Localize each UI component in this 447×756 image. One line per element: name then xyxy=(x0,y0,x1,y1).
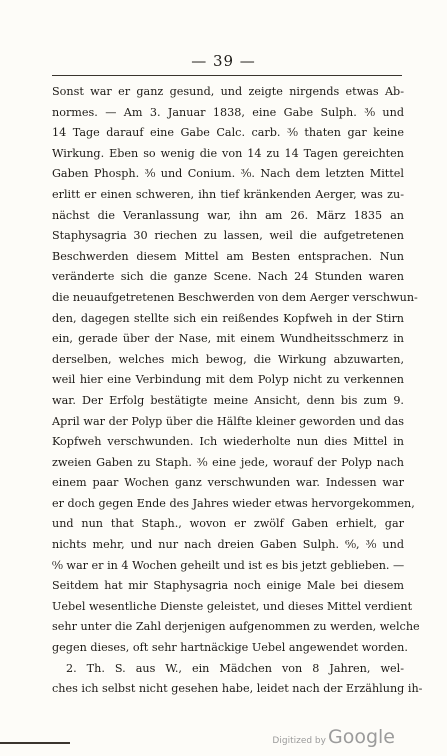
text-line: weil hier eine Verbindung mit dem Polyp nicht zu verkennen xyxy=(52,373,404,387)
text-line: Seitdem hat mir Staphysagria noch einige Male bei diesem xyxy=(52,579,404,593)
header-rule xyxy=(52,75,402,76)
text-line: und nun that Staph., wovon er zwölf Gaben erhielt, gar xyxy=(52,517,404,531)
text-line: derselben, welches mich bewog, die Wirkung abzuwarten, xyxy=(52,352,404,366)
text-line: war. Der Erfolg bestätigte meine Ansicht, denn bis zum 9. xyxy=(52,393,404,407)
text-line: er doch gegen Ende des Jahres wieder etwas hervorgekommen, xyxy=(52,496,415,510)
page-number-header: — 39 — xyxy=(191,52,256,70)
text-line: die neuaufgetretenen Beschwerden von dem Aerger verschwun- xyxy=(52,290,418,304)
text-line: erlitt er einen schweren, ihn tief kränkenden Aerger, was zu- xyxy=(52,187,404,201)
text-line: den, dagegen stellte sich ein reißendes Kopfweh in der Stirn xyxy=(52,311,404,325)
text-line: sehr unter die Zahl derjenigen aufgenommen zu werden, welche xyxy=(52,620,420,634)
text-line: zweien Gaben zu Staph. ³⁄₀ eine jede, worauf der Polyp nach xyxy=(52,455,404,469)
footer-scan-mark xyxy=(0,742,70,744)
text-line: ⁰⁄₀ war er in 4 Wochen geheilt und ist es bis jetzt geblieben. — xyxy=(52,558,405,572)
text-line: Sonst war er ganz gesund, und zeigte nirgends etwas Ab- xyxy=(52,85,404,98)
digitized-watermark xyxy=(272,726,395,748)
page-body-text xyxy=(52,82,423,700)
text-line: veränderte sich die ganze Scene. Nach 24 Stunden waren xyxy=(52,270,404,284)
text-line: Wirkung. Eben so wenig die von 14 zu 14 Tagen gereichten xyxy=(52,146,404,160)
text-line: normes. — Am 3. Januar 1838, eine Gabe Sulph. ³⁄₀ und xyxy=(52,105,404,119)
text-line: Staphysagria 30 riechen zu lassen, weil die aufgetretenen xyxy=(52,229,404,243)
text-line: ein, gerade über der Nase, mit einem Wundheitsschmerz in xyxy=(52,332,404,346)
text-line: 14 Tage darauf eine Gabe Calc. carb. ³⁄₀ thaten gar keine xyxy=(52,126,404,140)
text-line: Kopfweh verschwunden. Ich wiederholte nun dies Mittel in xyxy=(52,435,404,449)
text-line: Beschwerden diesem Mittel am Besten entsprachen. Nun xyxy=(52,249,404,263)
text-line: gegen dieses, oft sehr hartnäckige Uebel angewendet worden. xyxy=(52,641,408,655)
text-line: April war der Polyp über die Hälfte kleiner geworden und das xyxy=(52,414,404,428)
text-line: einem paar Wochen ganz verschwunden war. Indessen war xyxy=(52,476,404,490)
text-line: nichts mehr, und nur nach dreien Gaben Sulph. ⁶⁄₀, ³⁄₀ und xyxy=(52,538,404,552)
watermark-logo-text: Google xyxy=(327,726,395,748)
text-line: ches ich selbst nicht gesehen habe, leidet nach der Erzählung ih- xyxy=(52,682,423,696)
text-line: nächst die Veranlassung war, ihn am 26. März 1835 an xyxy=(52,208,404,222)
text-line: Uebel wesentliche Dienste geleistet, und dieses Mittel verdient xyxy=(52,599,413,613)
text-line: 2. Th. S. aus W., ein Mädchen von 8 Jahren, wel- xyxy=(66,661,404,675)
watermark-prefix: Digitized by xyxy=(272,736,326,746)
text-line: Gaben Phosph. ³⁄₀ und Conium. ³⁄₀. Nach dem letzten Mittel xyxy=(52,167,404,181)
